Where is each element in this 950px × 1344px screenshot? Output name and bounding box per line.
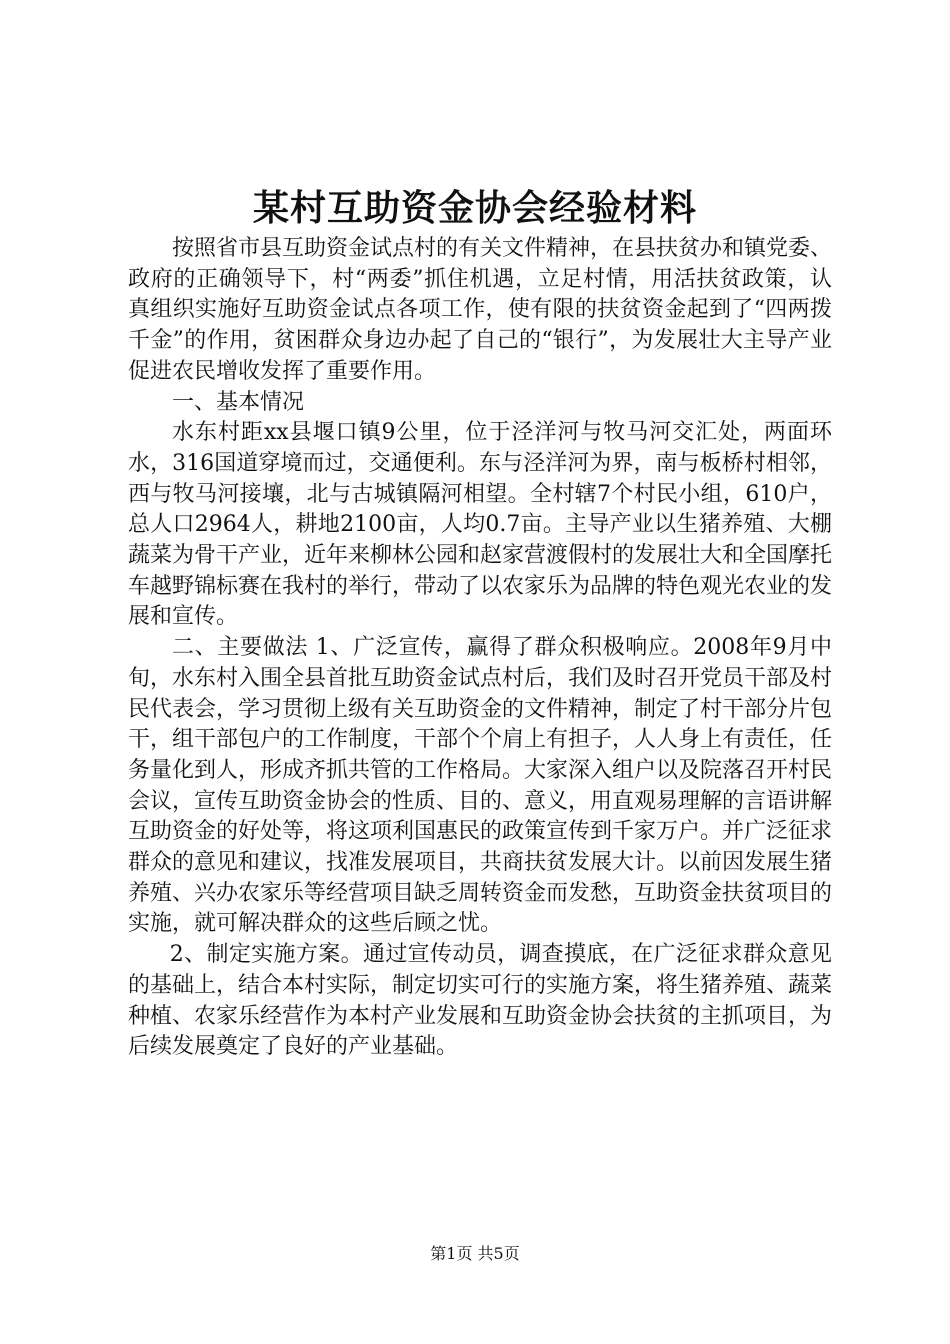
- section-heading-basic-situation: 一、基本情况: [172, 389, 305, 415]
- paragraph-basic-situation: 水东村距xx县堰口镇9公里，位于泾洋河与牧马河交汇处，两面环水，316国道穿境而过，交通便利。东与泾洋河为界，南与板桥村相邻，西与牧马河接壤，北与古城镇隔河相望。全村辖7个村民小组，610户，总人口2964人，耕地2100亩，人均0.7亩。主导产业以生猪养殖、大棚蔬菜为骨干产业，近年来柳林公园和赵家营渡假村的发展壮大和全国摩托车越野锦标赛在我村的举行，带动了以农家乐为品牌的特色观光农业的发展和宣传。: [128, 420, 833, 630]
- paragraph-intro: 按照省市县互助资金试点村的有关文件精神，在县扶贫办和镇党委、政府的正确领导下，村“两委”抓住机遇，立足村情，用活扶贫政策，认真组织实施好互助资金试点各项工作，使有限的扶贫资金起到了“四两拨千金”的作用，贫困群众身边办起了自己的“银行”，为发展壮大主导产业促进农民增收发挥了重要作用。: [128, 236, 833, 384]
- document-title: 某村互助资金协会经验材料: [252, 187, 697, 229]
- page-number-footer: 第1页 共5页: [430, 1244, 520, 1263]
- paragraph-main-practices: 二、主要做法 1、广泛宣传，赢得了群众积极响应。2008年9月中旬，水东村入围全县首批互助资金试点村后，我们及时召开党员干部及村民代表会，学习贯彻上级有关互助资金的文件精神，制定了村干部分片包干，组干部包户的工作制度，干部个个肩上有担子，人人身上有责任，任务量化到人，形成齐抓共管的工作格局。大家深入组户以及院落召开村民会议，宣传互助资金协会的性质、目的、意义，用直观易理解的言语讲解互助资金的好处等，将这项利国惠民的政策宣传到千家万户。并广泛征求群众的意见和建议，找准发展项目，共商扶贫发展大计。以前因发展生猪养殖、兴办农家乐等经营项目缺乏周转资金而发愁，互助资金扶贫项目的实施，就可解决群众的这些后顾之忧。: [128, 635, 833, 937]
- document-body: [128, 234, 832, 1063]
- paragraph-implementation-plan: 2、制定实施方案。通过宣传动员，调查摸底，在广泛征求群众意见的基础上，结合本村实际，制定切实可行的实施方案，将生猪养殖、蔬菜种植、农家乐经营作为本村产业发展和互助资金协会扶贫的主抓项目，为后续发展奠定了良好的产业基础。: [128, 942, 833, 1060]
